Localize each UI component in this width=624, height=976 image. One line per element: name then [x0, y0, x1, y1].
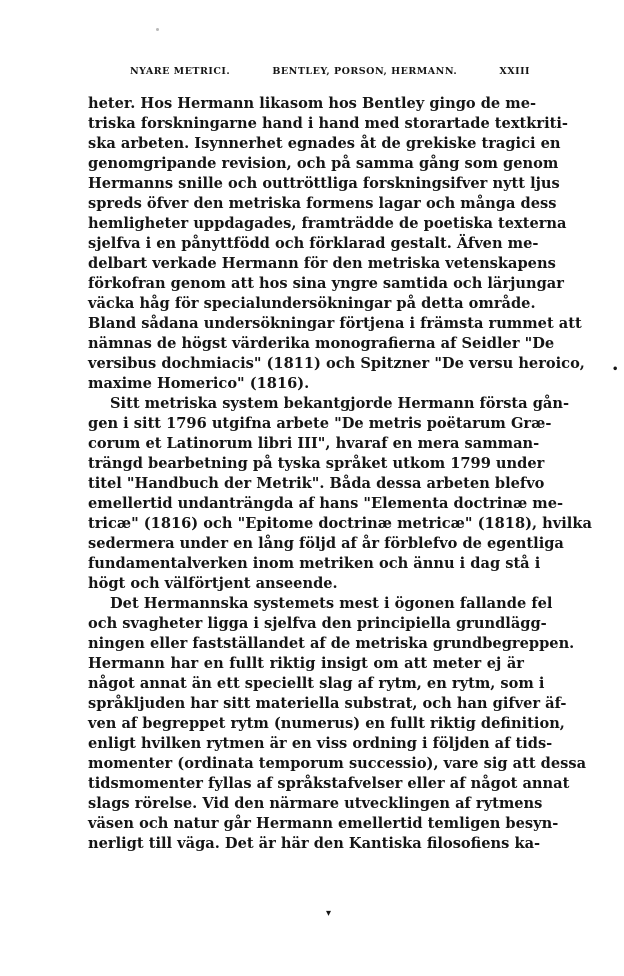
- text-line: förkofran genom att hos sina yngre samtida och lärjungar: [88, 275, 564, 292]
- text-line: momenter (ordinata temporum successio), vare sig att dessa: [88, 755, 587, 772]
- text-line: emellertid undanträngda af hans "Elementa doctrinæ me-: [88, 495, 564, 512]
- text-line: tricæ" (1816) och "Epitome doctrinæ metricæ" (1818), hvilka: [88, 515, 592, 532]
- text-line: spreds öfver den metriska formens lagar och många dess: [88, 195, 557, 212]
- running-head: [130, 66, 530, 77]
- text-line: corum et Latinorum libri III", hvaraf en mera samman-: [88, 435, 540, 452]
- paper-speck: [156, 28, 159, 31]
- text-line: Sitt metriska system bekantgjorde Hermann första gån-: [110, 395, 570, 412]
- text-line: heter. Hos Hermann likasom hos Bentley gingo de me-: [88, 95, 537, 112]
- text-line: Det Hermannska systemets mest i ögonen fallande fel: [110, 595, 553, 612]
- text-line: hemligheter uppdagades, framträdde de poetiska texterna: [88, 215, 567, 232]
- text-line: genomgripande revision, och på samma gång som genom: [88, 155, 559, 172]
- text-line: sedermera under en lång följd af år förblefvo de egentliga: [88, 535, 564, 552]
- text-line: versibus dochmiacis" (1811) och Spitzner "De versu heroico,: [88, 355, 585, 372]
- text-line: sjelfva i en pånyttfödd och förklarad gestalt. Äfven me-: [88, 235, 539, 252]
- text-line: triska forskningarne hand i hand med storartade textkriti-: [88, 115, 568, 132]
- text-line: ningen eller fastställandet af de metriska grundbegreppen.: [88, 635, 575, 652]
- text-line: ska arbeten. Isynnerhet egnades åt de grekiske tragici en: [88, 135, 561, 152]
- text-line: ven af begreppet rytm (numerus) en fullt riktig definition,: [88, 715, 565, 732]
- text-line: språkljuden har sitt materiella substrat, och han gifver äf-: [88, 695, 567, 712]
- body-text: [88, 94, 592, 854]
- margin-mark: •: [612, 364, 619, 375]
- text-line: väsen och natur går Hermann emellertid temligen besyn-: [88, 815, 559, 832]
- text-line: nerligt till väga. Det är här den Kantiska filosofiens ka-: [88, 835, 541, 852]
- text-line: gen i sitt 1796 utgifna arbete "De metris poëtarum Græ-: [88, 415, 552, 432]
- text-line: väcka håg för specialundersökningar på detta område.: [88, 295, 536, 312]
- text-line: slags rörelse. Vid den närmare utvecklingen af rytmens: [88, 795, 543, 812]
- running-head-center: BENTLEY, PORSON, HERMANN.: [272, 66, 458, 77]
- text-line: Hermann har en fullt riktig insigt om att meter ej är: [88, 655, 524, 672]
- text-line: fundamentalverken inom metriken och ännu i dag stå i: [88, 555, 541, 572]
- text-line: trängd bearbetning på tyska språket utkom 1799 under: [88, 455, 545, 472]
- text-line: titel "Handbuch der Metrik". Båda dessa arbeten blefvo: [88, 475, 545, 492]
- running-head-left: NYARE METRICI.: [130, 66, 231, 77]
- text-line: enligt hvilken rytmen är en viss ordning i följden af tids-: [88, 735, 553, 752]
- text-line: maxime Homerico" (1816).: [88, 375, 310, 392]
- text-line: Hermanns snille och outtröttliga forskningsifver nytt ljus: [88, 175, 560, 192]
- text-line: och svagheter ligga i sjelfva den principiella grundlägg-: [88, 615, 547, 632]
- text-line: tidsmomenter fyllas af språkstafvelser eller af något annat: [88, 775, 570, 792]
- page-number: XXIII: [499, 66, 530, 77]
- text-line: delbart verkade Hermann för den metriska vetenskapens: [88, 255, 556, 272]
- text-line: nämnas de högst värderika monografierna af Seidler "De: [88, 335, 555, 352]
- bottom-mark: ▾: [326, 908, 332, 919]
- text-line: högt och välförtjent anseende.: [88, 575, 338, 592]
- text-line: något annat än ett speciellt slag af rytm, en rytm, som i: [88, 675, 545, 692]
- text-line: Bland sådana undersökningar förtjena i främsta rummet att: [88, 315, 582, 332]
